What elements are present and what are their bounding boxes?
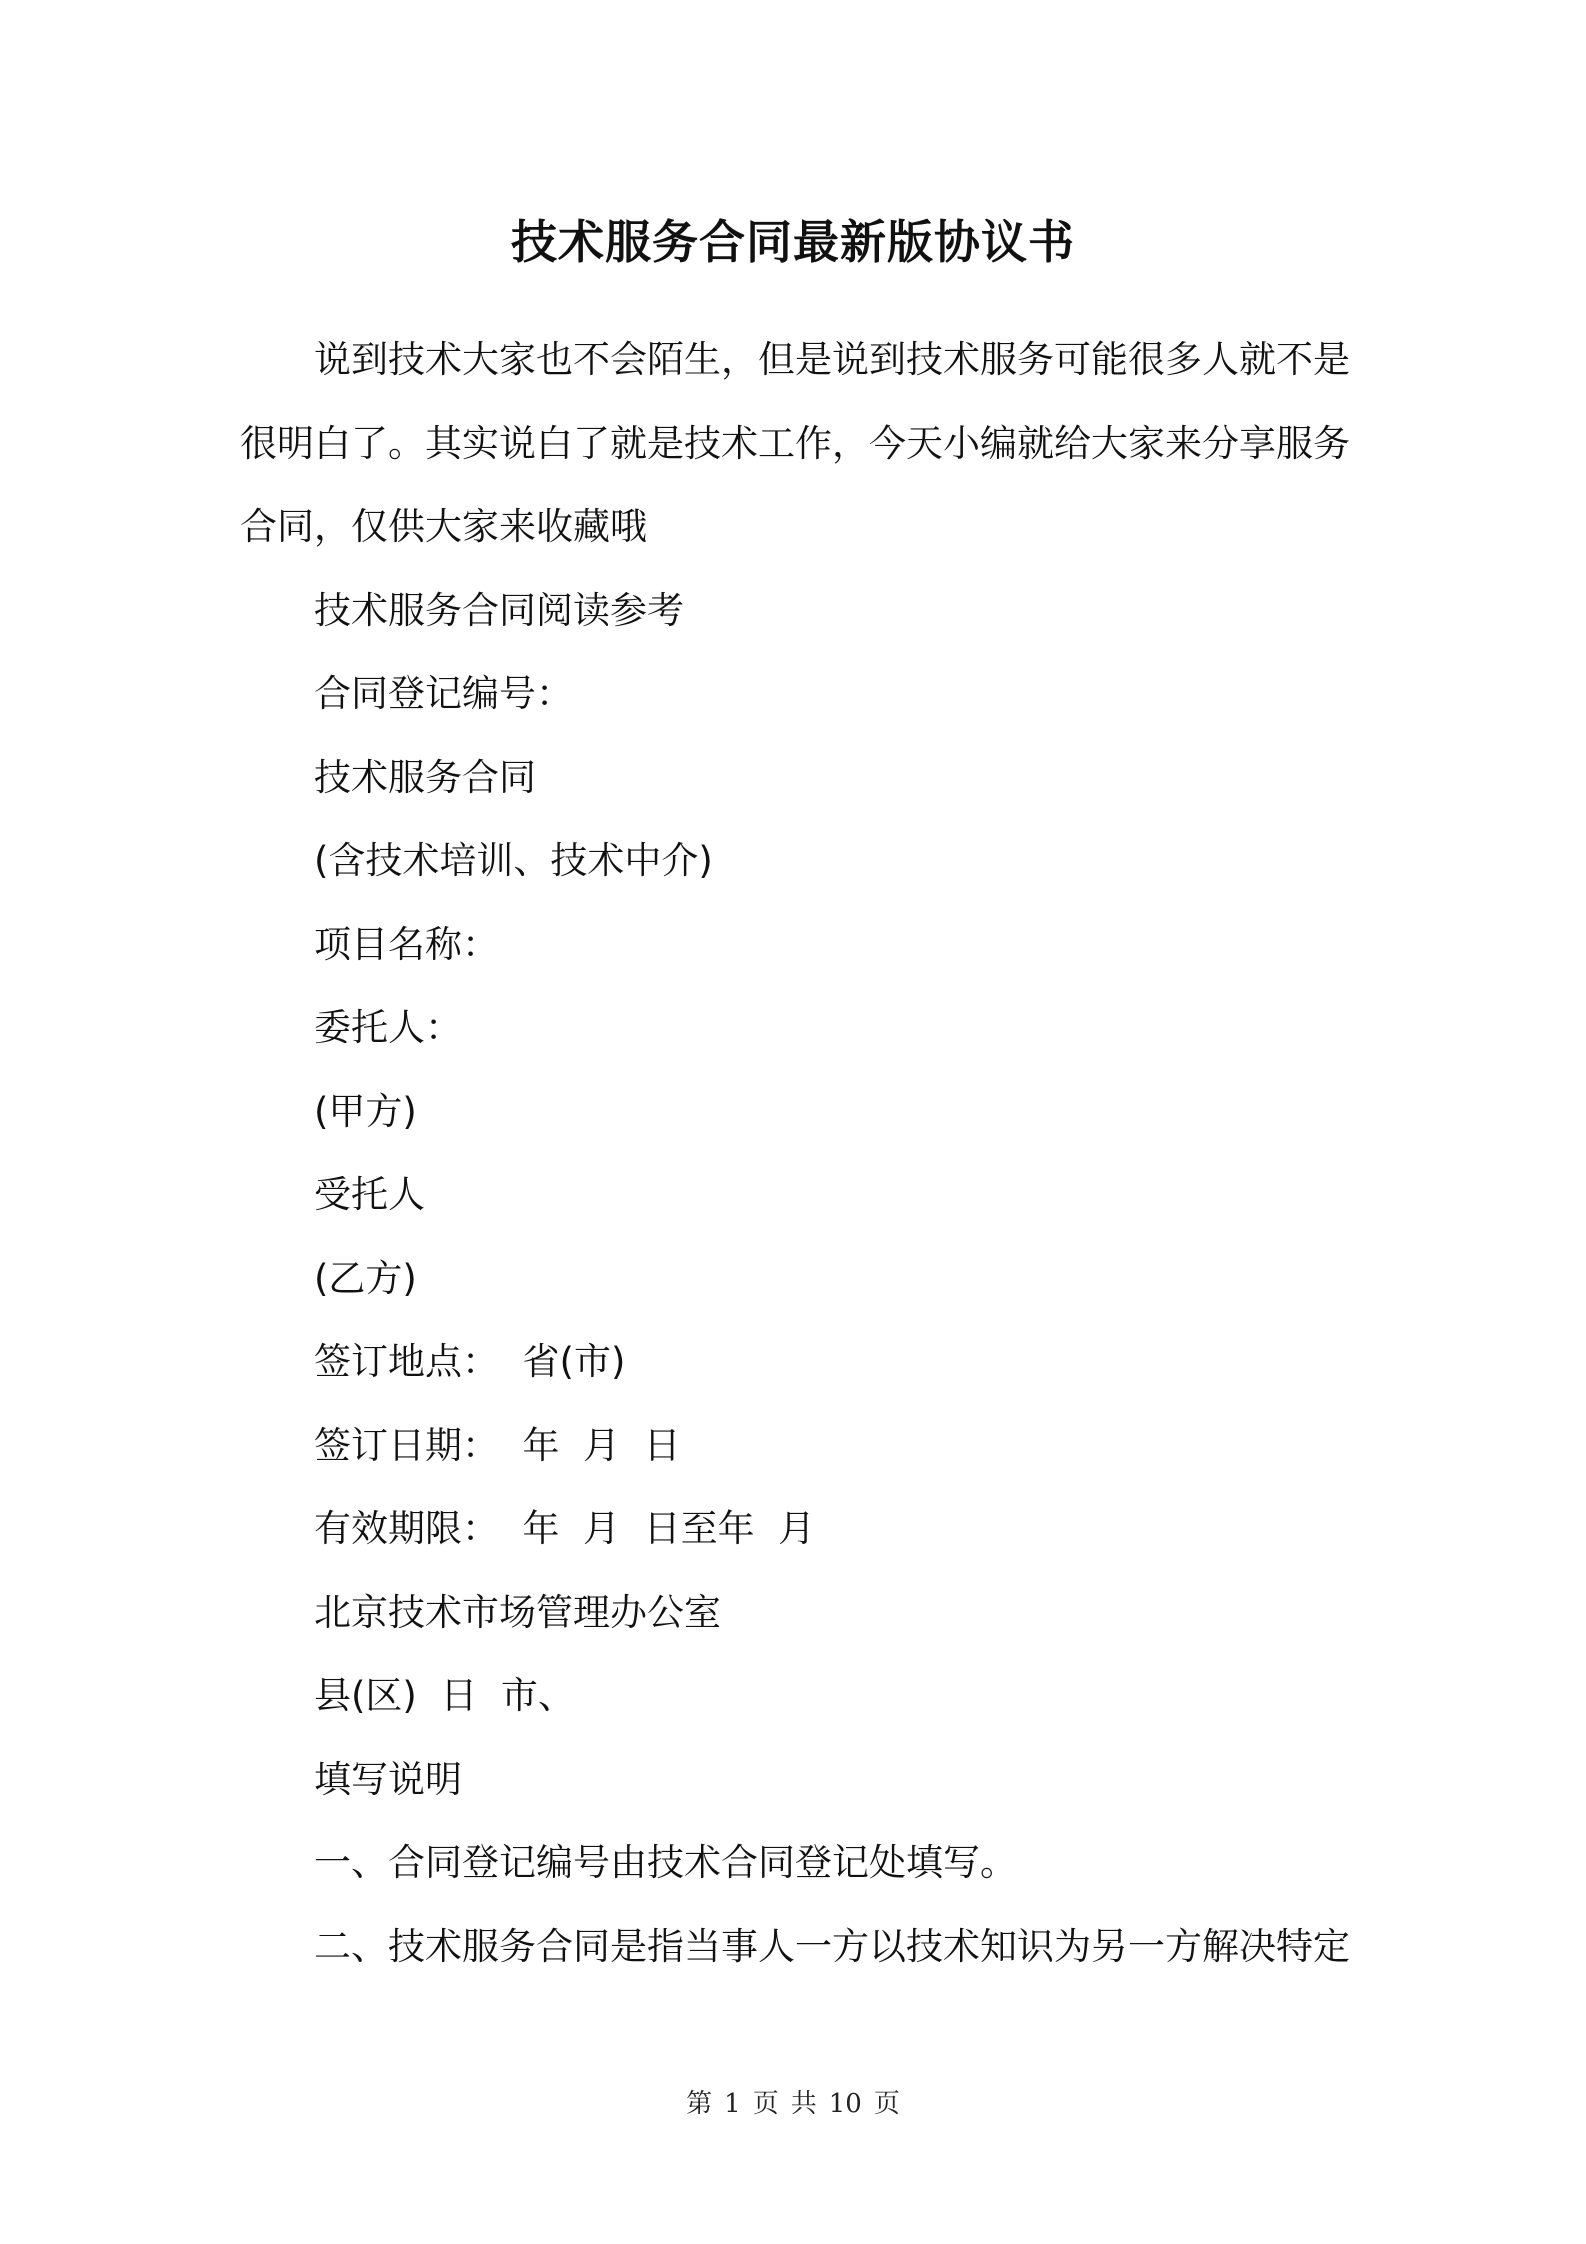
footer-total-unit: 页 [873,2089,900,2119]
paragraph-intro: 说到技术大家也不会陌生，但是说到技术服务可能很多人就不是很明白了。其实说白了就是技术工作，今天小编就给大家来分享服务合同，仅供大家来收藏哦 [240,338,1350,548]
paragraph-signing-place: 签订地点： 省(市) [314,1340,626,1383]
paragraph-reference: 技术服务合同阅读参考 [314,588,684,632]
paragraph-party-a: (甲方) [314,1089,417,1133]
paragraph-contract-number: 合同登记编号： [314,672,573,715]
footer-page-unit: 页 [752,2089,779,2119]
footer-page-label: 第 [686,2089,713,2119]
paragraph-contractor: 受托人 [314,1173,425,1216]
paragraph-client: 委托人： [314,1006,462,1049]
footer-current-page: 1 [724,2089,741,2119]
paragraph-project-name: 项目名称： [314,922,499,966]
paragraph-office: 北京技术市场管理办公室 [314,1590,721,1634]
paragraph-validity-period: 有效期限： 年 月 日至年 月 [314,1507,816,1550]
footer-total-label: 共 [790,2089,817,2119]
document-body [240,318,1350,1988]
paragraph-instruction-2: 二、技术服务合同是指当事人一方以技术知识为另一方解决特定 [314,1924,1350,1968]
paragraph-instruction-1: 一、合同登记编号由技术合同登记处填写。 [314,1841,1017,1884]
paragraph-instructions-heading: 填写说明 [314,1757,462,1801]
footer-total-pages: 10 [828,2089,862,2119]
paragraph-contract-type: 技术服务合同 [314,755,536,799]
paragraph-county: 县(区) 日 市、 [314,1674,575,1717]
page-footer [0,2086,1586,2122]
paragraph-signing-date: 签订日期： 年 月 日 [314,1423,681,1467]
paragraph-contract-scope: (含技术培训、技术中介) [314,839,713,882]
document-title: 技术服务合同最新版协议书 [511,215,1075,269]
paragraph-party-b: (乙方) [314,1256,417,1300]
